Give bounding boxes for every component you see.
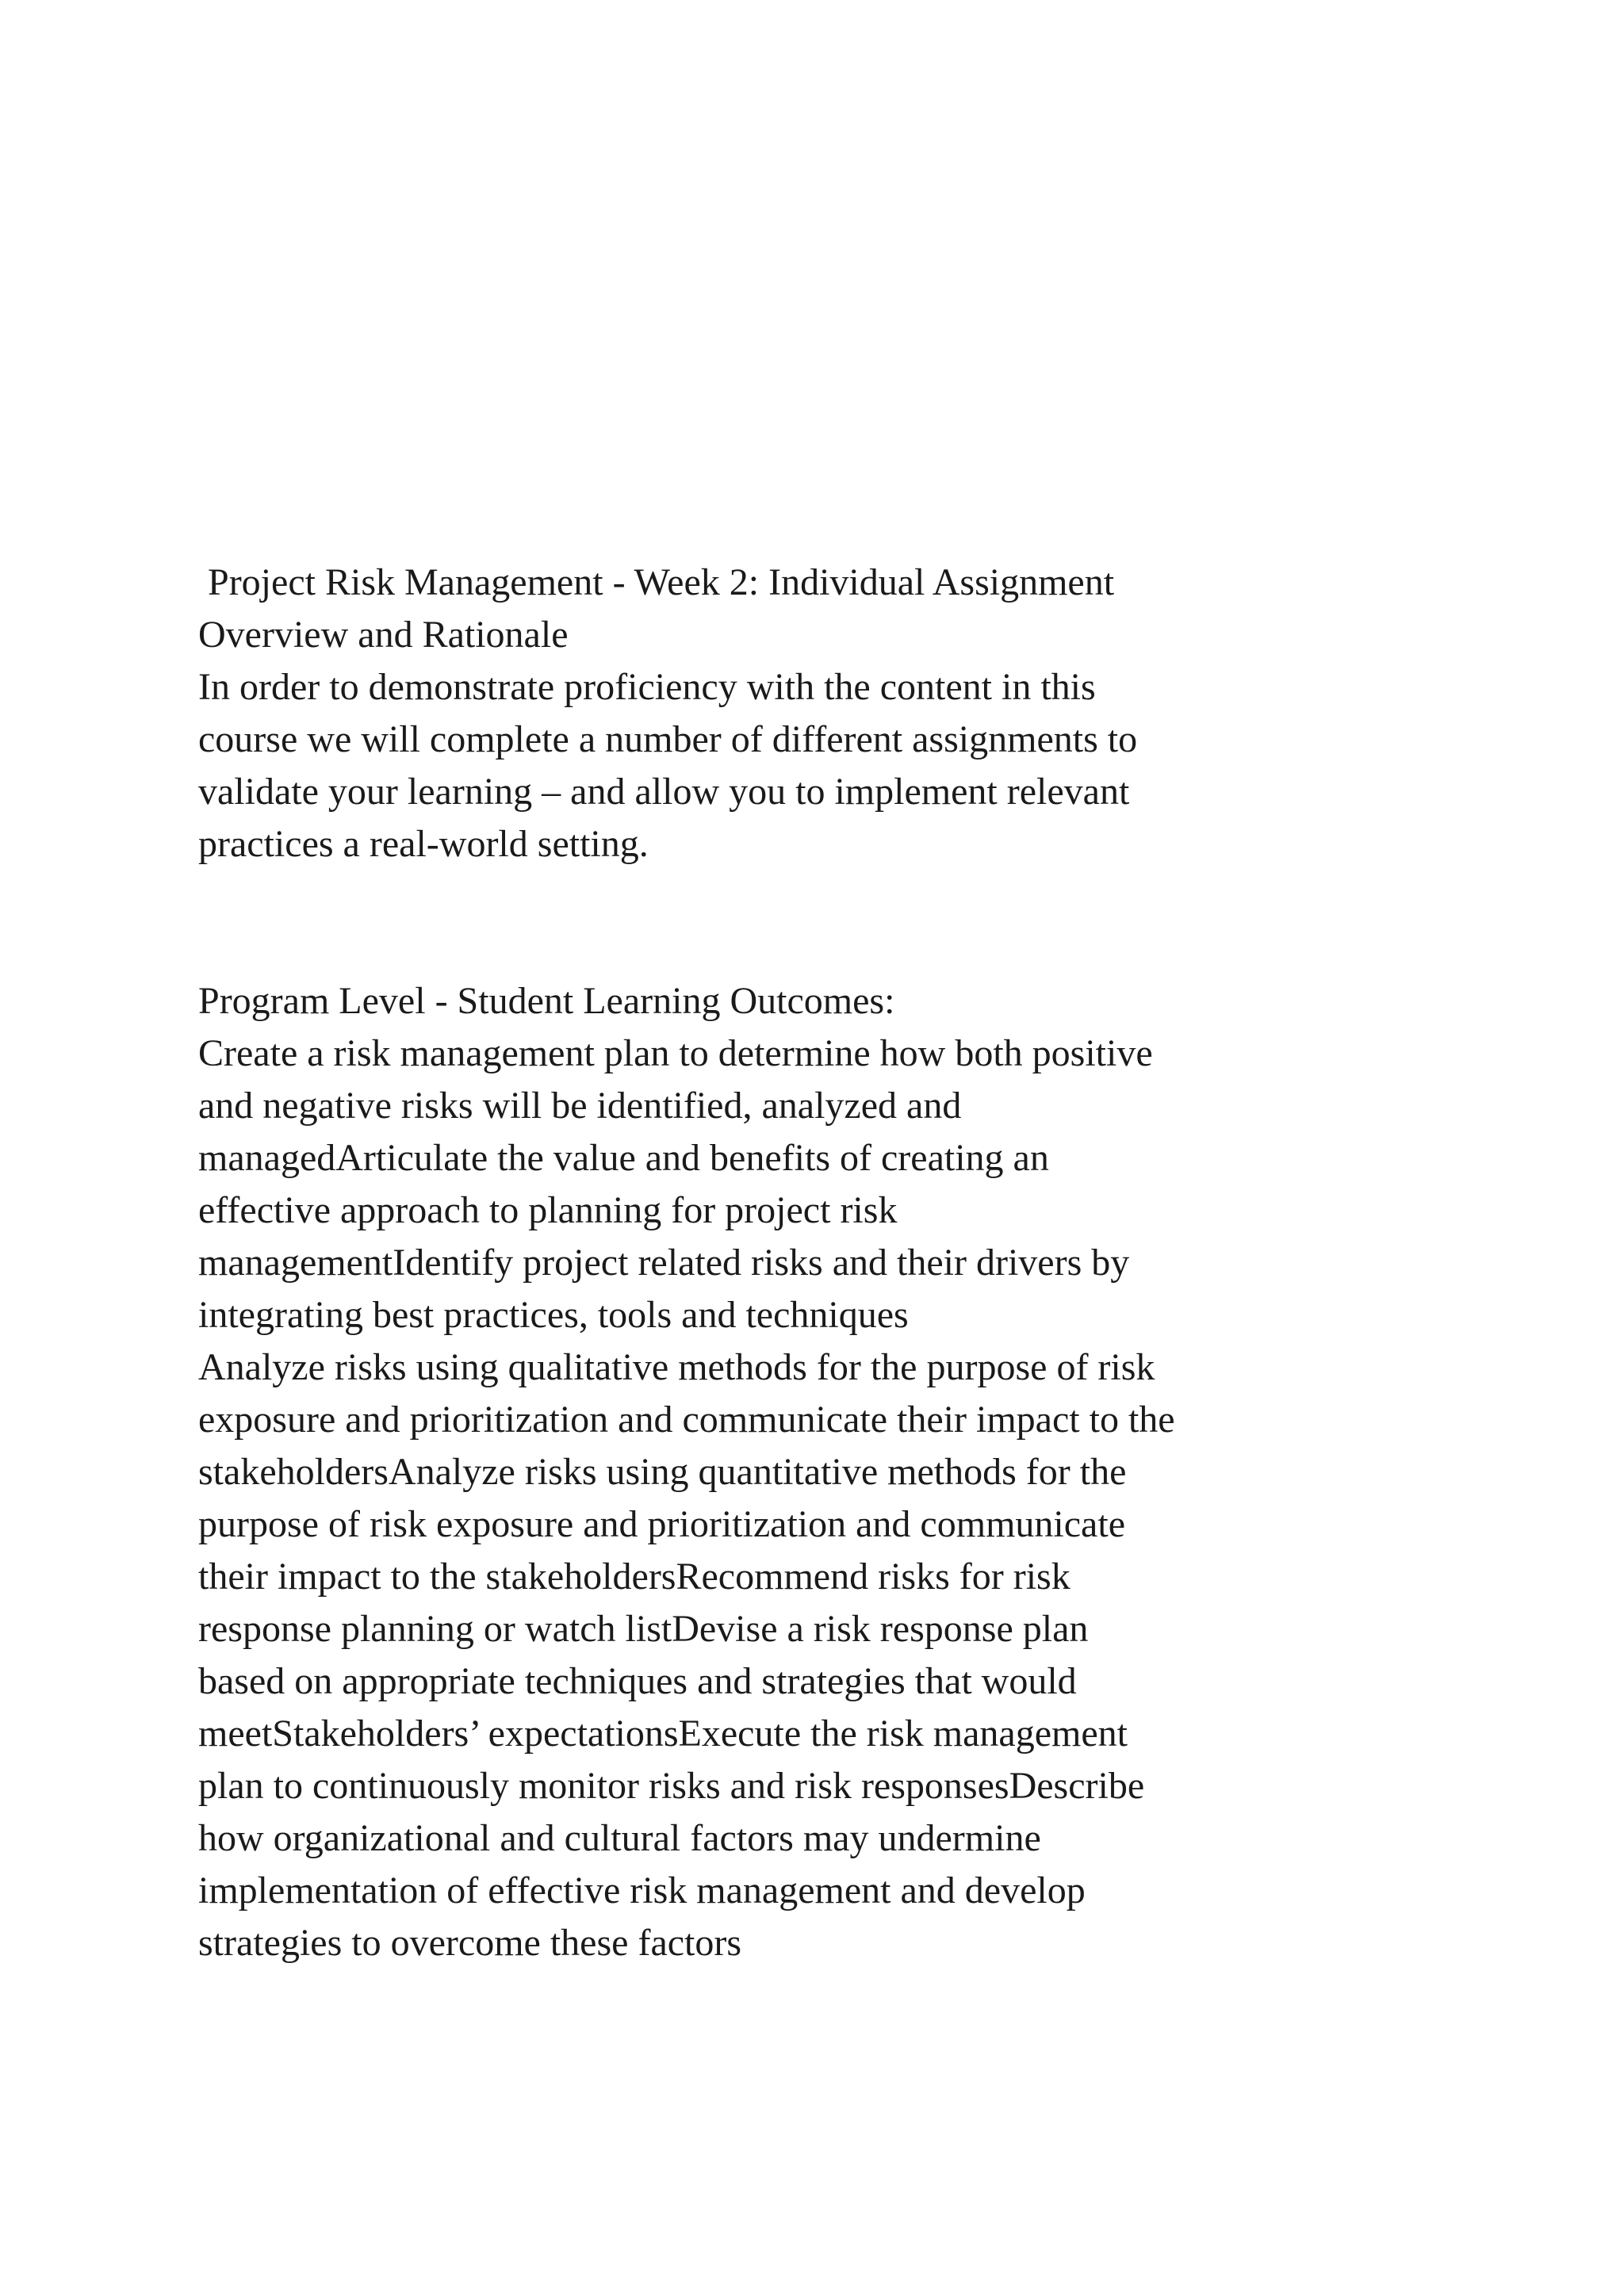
outcome-line: meetStakeholders’ expectationsExecute the risk management [198,1712,1128,1755]
intro-line: validate your learning – and allow you to implement relevant [198,771,1130,813]
outcome-line: how organizational and cultural factors may undermine [198,1817,1041,1859]
outcome-line: purpose of risk exposure and prioritization and communicate [198,1503,1125,1545]
outcome-line: response planning or watch listDevise a risk response plan [198,1608,1089,1650]
document-body [198,557,1515,1969]
outcome-line: based on appropriate techniques and strategies that would [198,1660,1077,1702]
document-title: Project Risk Management - Week 2: Individual Assignment [198,561,1115,603]
intro-line: practices a real-world setting. [198,823,649,865]
outcome-line: effective approach to planning for project risk [198,1189,898,1231]
outcome-line: managedArticulate the value and benefits of creating an [198,1137,1049,1179]
outcome-line: exposure and prioritization and communicate their impact to the [198,1399,1175,1441]
outcome-line: their impact to the stakeholdersRecommend risks for risk [198,1556,1071,1598]
outcome-line: Analyze risks using qualitative methods for the purpose of risk [198,1346,1155,1388]
outcome-line: plan to continuously monitor risks and risk responsesDescribe [198,1765,1145,1807]
outcome-line: stakeholdersAnalyze risks using quantitative methods for the [198,1451,1127,1493]
paragraph-spacer [198,871,1515,975]
outcome-line: and negative risks will be identified, analyzed and [198,1085,962,1127]
intro-line: course we will complete a number of different assignments to [198,718,1138,760]
outcome-line: integrating best practices, tools and techniques [198,1294,909,1336]
outcome-line: strategies to overcome these factors [198,1922,742,1964]
outcome-line: managementIdentify project related risks and their drivers by [198,1242,1130,1284]
intro-line: In order to demonstrate proficiency with the content in this [198,666,1096,708]
outcome-line: Create a risk management plan to determine how both positive [198,1032,1153,1074]
overview-heading: Overview and Rationale [198,614,569,656]
outcome-line: implementation of effective risk management and develop [198,1869,1086,1911]
outcomes-heading: Program Level - Student Learning Outcomes: [198,980,895,1022]
